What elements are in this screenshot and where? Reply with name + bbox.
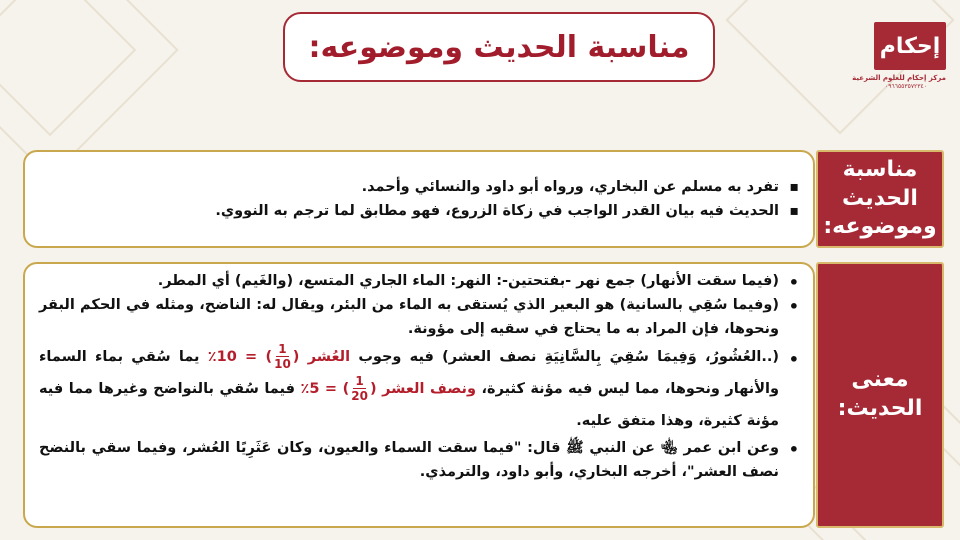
- section-meaning-box: [23, 262, 815, 528]
- half-ushr-label: ونصف العشر: [382, 380, 476, 397]
- b3-part1: (..العُشُورُ، وَفِيمَا سُقِيَ بِالسَّانِيَةِ نصف العشر) فيه وجوب: [358, 348, 779, 365]
- page-title: مناسبة الحديث وموضوعه:: [308, 29, 690, 65]
- section-context-box: [23, 150, 815, 248]
- context-list: [39, 176, 801, 224]
- logo: [852, 22, 946, 94]
- fraction-tenth: ( $\frac{1}{10}$ ): [265, 342, 300, 372]
- fraction: [274, 343, 291, 370]
- percent-10: = 10٪: [207, 348, 258, 365]
- section-label-context: [816, 150, 944, 248]
- meaning-list: [39, 270, 801, 485]
- fraction-numerator: 1: [278, 342, 287, 357]
- logo-name: إحكام: [879, 33, 941, 59]
- list-item: • وعن ابن عمر ﵄ عن النبي ﷺ قال: "فيما سقت السماء والعيون، وكان عَثَرِيًا العُشر، وفيما سقي بالنضح نصف العشر"، أخرجه البخاري، وأبو داود، والترمذي.: [39, 437, 801, 485]
- b3-part3: فيما سُقي بالنواضح وغيرها مما فيه مؤنة كثيرة، وهذا متفق عليه.: [39, 380, 779, 429]
- list-item: • (فيما سقت الأنهار) جمع نهر -بفتحتين-: النهر: الماء الجاري المتسع، (والغَيم) أي المطر.: [39, 270, 801, 294]
- fraction-denominator: 20: [351, 389, 368, 404]
- list-item: ▪ تفرد به مسلم عن البخاري، ورواه أبو داود والنسائي وأحمد.: [39, 176, 801, 200]
- ushr-label: العُشر: [307, 348, 351, 365]
- logo-subtitle: مركز إحكام للعلوم الشرعية: [852, 74, 946, 82]
- list-item: ▪ الحديث فيه بيان القدر الواجب في زكاة الزروع، فهو مطابق لما ترجم به النووي.: [39, 200, 801, 224]
- fraction-denominator: 10: [274, 357, 291, 372]
- b3-part2: يما سُقي بماء السماء والأنهار ونحوها، مما ليس فيه مؤنة كثيرة،: [39, 348, 780, 397]
- section-label-context-text: مناسبة الحديث وموضوعه:: [823, 157, 937, 240]
- fraction-numerator: 1: [355, 374, 364, 389]
- logo-mark: [874, 22, 946, 70]
- list-item: [39, 342, 801, 438]
- percent-5: = 5٪: [300, 380, 338, 397]
- section-label-meaning-text: معنى الحديث:: [837, 367, 923, 421]
- logo-phone: ٠٩٦٦٥٥٣٥٧٢٣٤٠: [885, 83, 927, 90]
- fraction-twentieth: ( $\frac{1}{20}$ ): [342, 374, 377, 404]
- fraction: [351, 375, 368, 402]
- list-item: • (وفيما سُقِي بالسانية) هو البعير الذي يُستقى به الماء من البئر، ويقال له: الناضح، ومثله في الحكم البقر ونحوها، فإن المراد به ما يحتاج في سقيه إلى مؤونة.: [39, 294, 801, 342]
- page-title-box: [283, 12, 715, 82]
- section-label-meaning: [816, 262, 944, 528]
